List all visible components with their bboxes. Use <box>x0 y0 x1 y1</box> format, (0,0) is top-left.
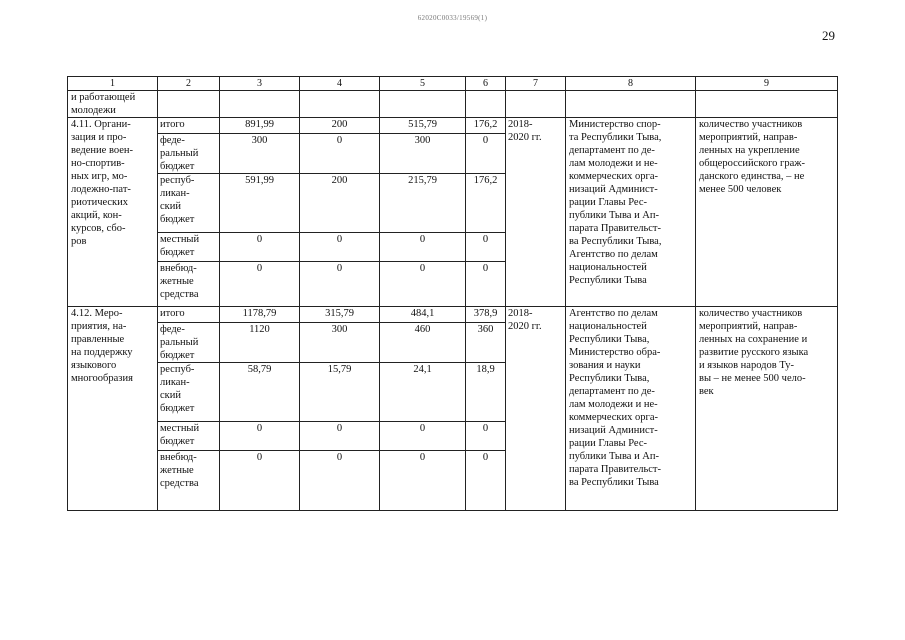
section-title: 4.11. Органи- зация и про- ведение воен- но-спортив- ных игр, мо- лодежно-пат- риотических акций, кон- курсов, сбо- ров <box>68 118 158 307</box>
value-cell: 0 <box>466 451 506 511</box>
page-number: 29 <box>822 28 835 43</box>
funding-source: итого <box>158 307 220 323</box>
value-cell: 0 <box>300 134 380 174</box>
funding-source: респуб- ликан- ский бюджет <box>158 174 220 233</box>
result-cell: количество участников мероприятий, направ- ленных на сохранение и развитие русского языка и языков народов Ту- вы – не менее 500 чело- век <box>696 307 838 511</box>
value-cell: 200 <box>300 174 380 233</box>
value-cell: 460 <box>380 323 466 363</box>
value-cell: 0 <box>220 233 300 262</box>
value-cell: 300 <box>380 134 466 174</box>
result-cell: количество участников мероприятий, направ- ленных на укрепление общероссийского граж- данского единства, – не менее 500 человек <box>696 118 838 307</box>
document-header-code: 62020C0033/19569(1) <box>417 14 488 22</box>
value-cell: 200 <box>300 118 380 134</box>
column-number-row <box>68 77 838 91</box>
period-cell: 2018- 2020 гг. <box>506 118 566 307</box>
value-cell: 315,79 <box>300 307 380 323</box>
value-cell: 176,2 <box>466 174 506 233</box>
value-cell: 176,2 <box>466 118 506 134</box>
executors-cell: Министерство спор- та Республики Тыва, департамент по де- лам молодежи и не- коммерческих орга- низаций Админист- рации Главы Рес- публики Тыва и Ап- парата Правительст- ва Республики Тыва, Агентство по делам национальностей Республики Тыва <box>566 118 696 307</box>
value-cell: 0 <box>220 451 300 511</box>
value-cell: 24,1 <box>380 363 466 422</box>
value-cell: 15,79 <box>300 363 380 422</box>
executors-cell: Агентство по делам национальностей Республики Тыва, Министерство обра- зования и науки Республики Тыва, департамент по де- лам молодежи и не- коммерческих орга- низаций Админист- рации Главы Рес- публики Тыва и Ап- парата Правительст- ва Республики Тыва <box>566 307 696 511</box>
value-cell: 591,99 <box>220 174 300 233</box>
value-cell: 0 <box>466 262 506 307</box>
value-cell: 0 <box>300 451 380 511</box>
period-cell: 2018- 2020 гг. <box>506 307 566 511</box>
funding-source: респуб- ликан- ский бюджет <box>158 363 220 422</box>
value-cell: 0 <box>380 233 466 262</box>
continuation-label: и работающей молодежи <box>68 91 158 118</box>
value-cell: 378,9 <box>466 307 506 323</box>
continuation-row <box>68 91 838 118</box>
col-num-9: 9 <box>696 77 838 91</box>
value-cell: 0 <box>380 262 466 307</box>
program-table <box>67 76 838 511</box>
col-num-1: 1 <box>68 77 158 91</box>
table-row <box>68 118 838 134</box>
table-row <box>68 307 838 323</box>
col-num-7: 7 <box>506 77 566 91</box>
value-cell: 0 <box>380 422 466 451</box>
value-cell: 0 <box>220 422 300 451</box>
section-title: 4.12. Меро- приятия, на- правленные на поддержку языкового многообразия <box>68 307 158 511</box>
value-cell: 0 <box>220 262 300 307</box>
value-cell: 0 <box>300 233 380 262</box>
value-cell: 0 <box>380 451 466 511</box>
col-num-4: 4 <box>300 77 380 91</box>
value-cell: 0 <box>466 233 506 262</box>
value-cell: 891,99 <box>220 118 300 134</box>
value-cell: 58,79 <box>220 363 300 422</box>
funding-source: внебюд- жетные средства <box>158 451 220 511</box>
value-cell: 215,79 <box>380 174 466 233</box>
col-num-8: 8 <box>566 77 696 91</box>
funding-source: местный бюджет <box>158 233 220 262</box>
value-cell: 1178,79 <box>220 307 300 323</box>
col-num-5: 5 <box>380 77 466 91</box>
value-cell: 300 <box>300 323 380 363</box>
value-cell: 0 <box>300 262 380 307</box>
col-num-6: 6 <box>466 77 506 91</box>
value-cell: 515,79 <box>380 118 466 134</box>
funding-source: местный бюджет <box>158 422 220 451</box>
value-cell: 0 <box>300 422 380 451</box>
funding-source: феде- ральный бюджет <box>158 323 220 363</box>
value-cell: 360 <box>466 323 506 363</box>
funding-source: внебюд- жетные средства <box>158 262 220 307</box>
value-cell: 300 <box>220 134 300 174</box>
funding-source: итого <box>158 118 220 134</box>
funding-source: феде- ральный бюджет <box>158 134 220 174</box>
value-cell: 18,9 <box>466 363 506 422</box>
value-cell: 0 <box>466 422 506 451</box>
col-num-3: 3 <box>220 77 300 91</box>
col-num-2: 2 <box>158 77 220 91</box>
value-cell: 0 <box>466 134 506 174</box>
value-cell: 484,1 <box>380 307 466 323</box>
value-cell: 1120 <box>220 323 300 363</box>
